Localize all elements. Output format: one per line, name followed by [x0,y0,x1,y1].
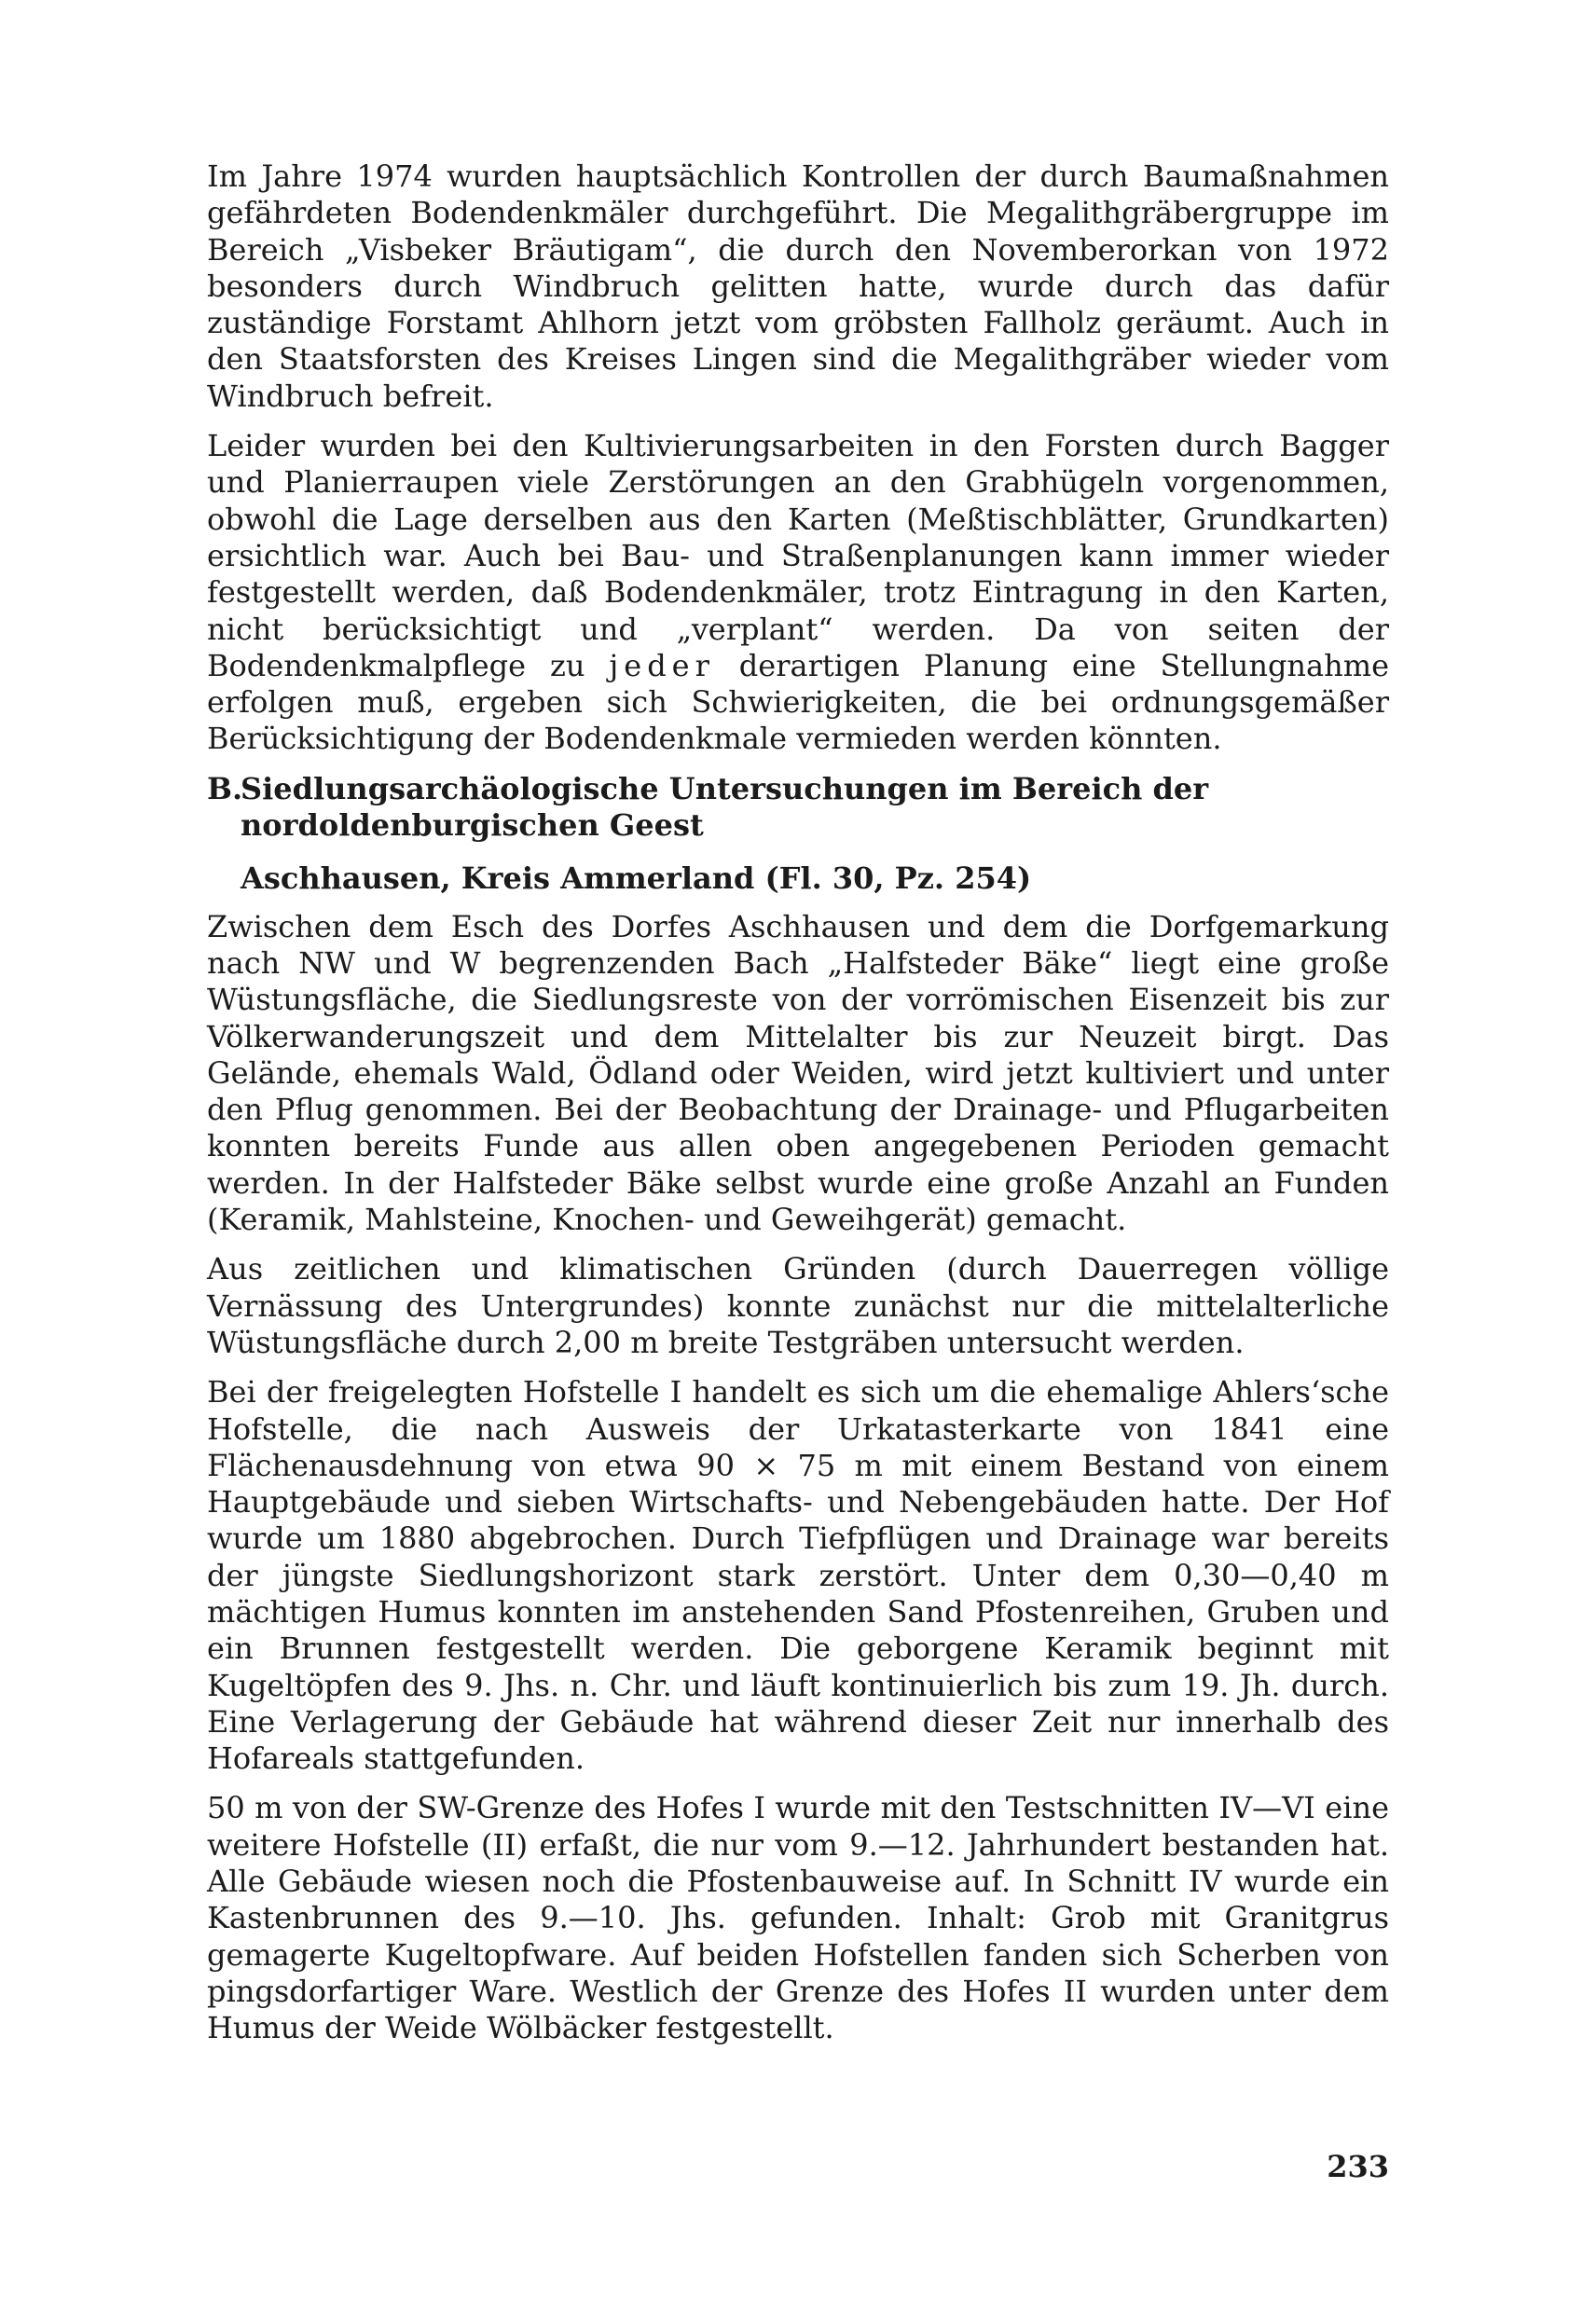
paragraph-hofstelle-2: 50 m von der SW-Grenze des Hofes I wurde mit den Testschnitten IV—VI eine weitere Hofstelle (II) erfaßt, die nur vom 9.—12. Jahrhundert bestanden hat. Alle Gebäude wiesen noch die Pfostenbauweise auf. In Schnitt IV wurde ein Kastenbrunnen des 9.—10. Jhs. gefunden. Inhalt: Grob mit Granitgrus gemagerte Kugeltopfware. Auf beiden Hofstellen fanden sich Scherben von pingsdorfartiger Ware. Westlich der Grenze des Hofes II wurden unter dem Humus der Weide Wölbäcker festgestellt. [207,1790,1389,2046]
section-label: B. [207,770,243,806]
emphasized-word: jeder [609,647,715,683]
paragraph-megalith-control: Im Jahre 1974 wurden hauptsächlich Kontrollen der durch Baumaßnahmen gefährdeten Bodendenkmäler durchgeführt. Die Megalithgräbergruppe im Bereich „Visbeker Bräutigam“, die durch den Novemberorkan von 1972 besonders durch Windbruch gelitten hatte, wurde durch das dafür zuständige Forstamt Ahlhorn jetzt vom gröbsten Fallholz geräumt. Auch in den Staatsforsten des Kreises Lingen sind die Megalithgräber wieder vom Windbruch befreit. [207,158,1389,414]
paragraph-wuestung: Zwischen dem Esch des Dorfes Aschhausen und dem die Dorfgemarkung nach NW und W begrenzenden Bach „Halfsteder Bäke“ liegt eine große Wüstungsfläche, die Siedlungsreste von der vorrömischen Eisenzeit bis zur Völkerwanderungszeit und dem Mittelalter bis zur Neuzeit birgt. Das Gelände, ehemals Wald, Ödland oder Weiden, wird jetzt kultiviert und unter den Pflug genommen. Bei der Beobachtung der Drainage- und Pflugarbeiten konnten bereits Funde aus allen oben angegebenen Perioden gemacht werden. In der Halfsteder Bäke selbst wurde eine große Anzahl an Funden (Keramik, Mahlsteine, Knochen- und Geweihgerät) gemacht. [207,908,1389,1238]
paragraph-hofstelle-1: Bei der freigelegten Hofstelle I handelt es sich um die ehemalige Ahlers‘sche Hofstelle, die nach Ausweis der Urkatasterkarte von 1841 eine Flächenausdehnung von etwa 90 × 75 m mit einem Bestand von einem Hauptgebäude und sieben Wirtschafts- und Nebengebäuden hatte. Der Hof wurde um 1880 abgebrochen. Durch Tiefpflügen und Drainage war bereits der jüngste Siedlungshorizont stark zerstört. Unter dem 0,30—0,40 m mächtigen Humus konnten im anstehenden Sand Pfostenreihen, Gruben und ein Brunnen festgestellt werden. Die geborgene Keramik beginnt mit Kugeltöpfen des 9. Jhs. n. Chr. und läuft kontinuierlich bis zum 19. Jh. durch. Eine Verlagerung der Gebäude hat während dieser Zeit nur innerhalb des Hofareals stattgefunden. [207,1374,1389,1777]
page-number: 233 [1327,2149,1389,2184]
document-page [207,158,1389,2060]
paragraph-text-part: derartigen Planung eine Stellungnahme erfolgen muß, ergeben sich Schwierigkeiten, die bei ordnungsgemäßer Berücksichtigung der Bodendenkmale vermieden werden könnten. [207,647,1390,757]
section-heading [207,771,1389,845]
paragraph-testtrenches: Aus zeitlichen und klimatischen Gründen (durch Dauerregen völlige Vernässung des Untergrundes) konnte zunächst nur die mittelalterliche Wüstungsfläche durch 2,00 m breite Testgräben untersucht werden. [207,1251,1389,1360]
paragraph-destruction-planning [207,428,1389,758]
section-title: Siedlungsarchäologische Untersuchungen im Bereich der nordoldenburgischen Geest [241,770,1209,844]
paragraph-text-part: Leider wurden bei den Kultivierungsarbeiten in den Forsten durch Bagger und Planierraupen viele Zerstörungen an den Grabhügeln vorgenommen, obwohl die Lage derselben aus den Karten (Meßtischblätter, Grundkarten) ersichtlich war. Auch bei Bau- und Straßenplanungen kann immer wieder festgestellt werden, daß Bodendenkmäler, trotz Eintragung in den Karten, nicht berücksichtigt und „verplant“ werden. Da von seiten der Bodendenkmalpflege zu [207,428,1389,683]
section-subtitle: Aschhausen, Kreis Ammerland (Fl. 30, Pz. 254) [241,860,1032,897]
